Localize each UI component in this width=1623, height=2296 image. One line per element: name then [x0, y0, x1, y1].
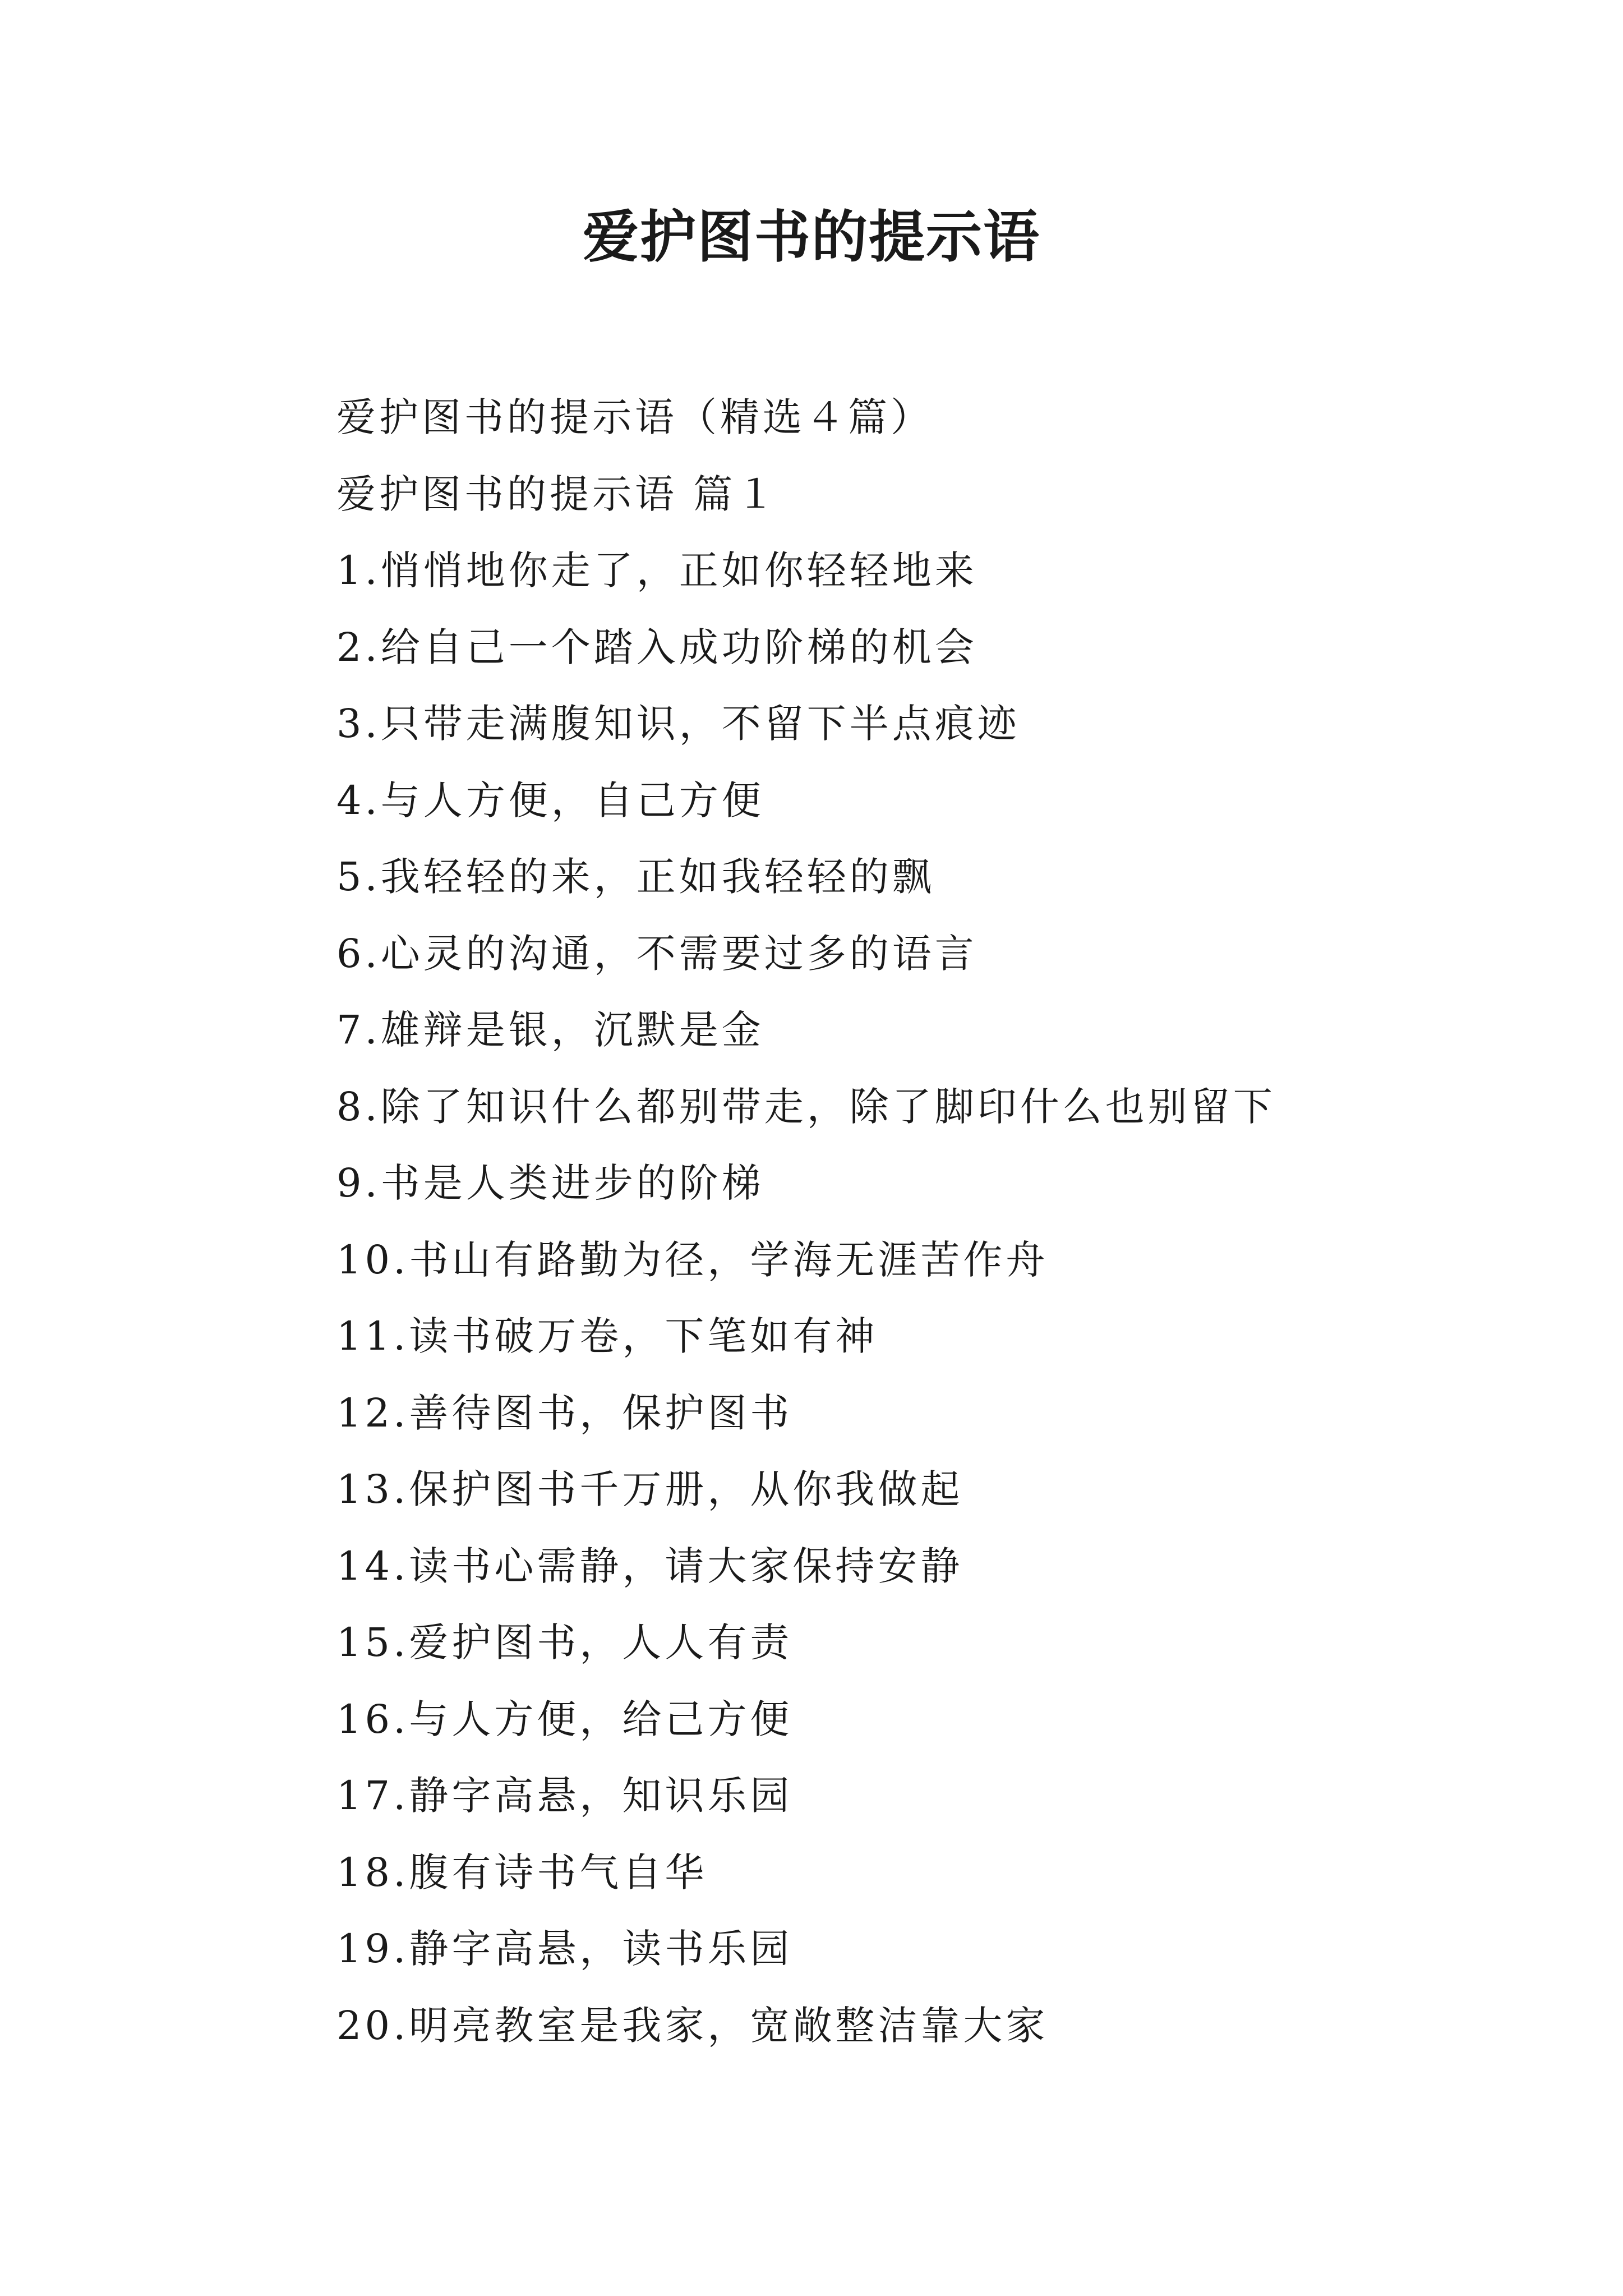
list-item: 2.给自己一个踏入成功阶梯的机会	[336, 624, 978, 670]
list-item: 7.雄辩是银，沉默是金	[336, 1007, 764, 1053]
list-item: 19.静字高悬，读书乐园	[336, 1926, 793, 1972]
list-item: 9.书是人类进步的阶梯	[336, 1160, 764, 1206]
list-item: 1.悄悄地你走了，正如你轻轻地来	[336, 547, 978, 593]
list-item: 15.爱护图书，人人有责	[336, 1619, 793, 1665]
section-heading: 爱护图书的提示语 篇１	[336, 471, 779, 517]
list-item: 17.静字高悬，知识乐园	[336, 1773, 793, 1819]
list-item: 5.我轻轻的来，正如我轻轻的飘	[336, 854, 935, 900]
document-title: 爱护图书的提示语	[583, 204, 1040, 270]
list-item: 16.与人方便，给己方便	[336, 1696, 793, 1742]
list-item: 11.读书破万卷，下笔如有神	[336, 1313, 878, 1359]
list-item: 18.腹有诗书气自华	[336, 1849, 708, 1895]
list-item: 10.书山有路勤为径，学海无涯苦作舟	[336, 1236, 1049, 1283]
list-item: 12.善待图书，保护图书	[336, 1389, 793, 1436]
document-subtitle: 爱护图书的提示语（精选４篇）	[336, 394, 933, 440]
list-item: 14.读书心需静，请大家保持安静	[336, 1543, 963, 1589]
list-item: 4.与人方便，自己方便	[336, 777, 764, 823]
list-item: 3.只带走满腹知识，不留下半点痕迹	[336, 701, 1020, 747]
document-body	[336, 379, 1458, 2064]
list-item: 13.保护图书千万册，从你我做起	[336, 1466, 963, 1512]
list-item: 20.明亮教室是我家，宽敞整洁靠大家	[336, 2002, 1049, 2049]
list-item: 8.除了知识什么都别带走，除了脚印什么也别留下	[336, 1083, 1276, 1130]
list-item: 6.心灵的沟通，不需要过多的语言	[336, 930, 978, 977]
